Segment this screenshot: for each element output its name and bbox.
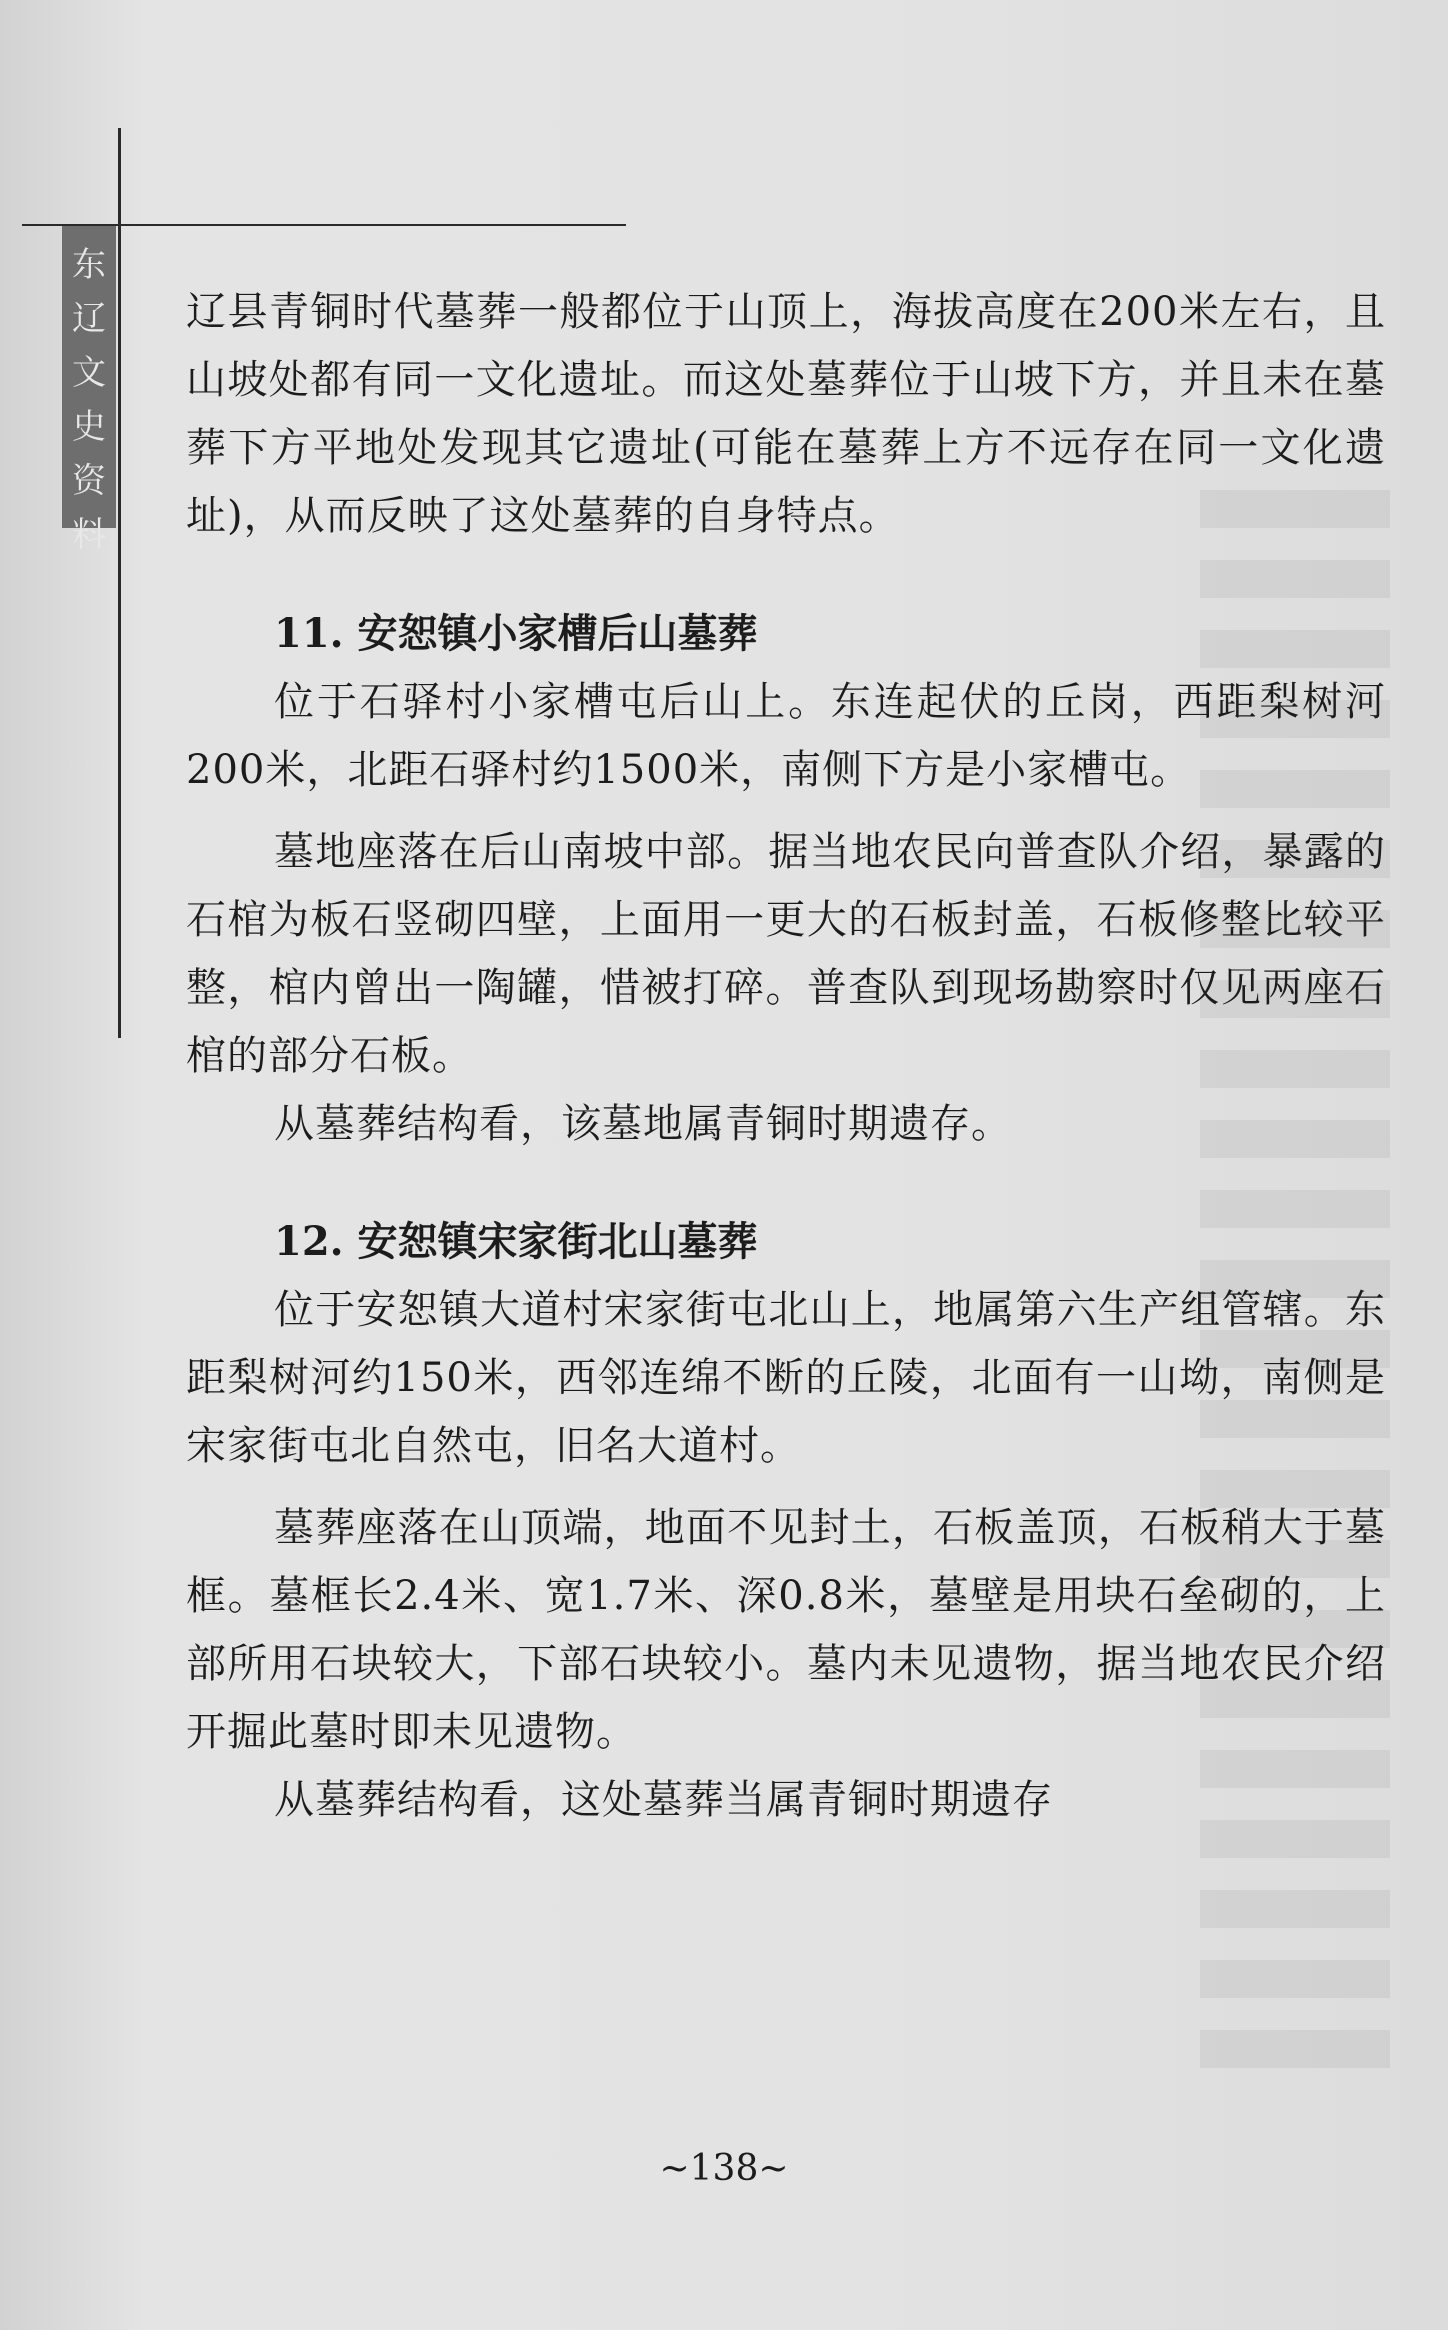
paragraph-description-11: 墓地座落在后山南坡中部。据当地农民向普查队介绍，暴露的石棺为板石竖砌四壁，上面用一更大的石板封盖，石板修整比较平整，棺内曾出一陶罐，惜被打碎。普查队到现场勘察时仅见两座石棺的部分石板。 xyxy=(186,829,1386,1079)
margin-vertical-rule xyxy=(118,128,121,1038)
paragraph-location-12: 位于安恕镇大道村宋家街屯北山上，地属第六生产组管辖。东距梨树河约150米，西邻连绵不断的丘陵，北面有一山坳，南侧是宋家街屯北自然屯，旧名大道村。 xyxy=(186,1287,1386,1469)
series-title-char: 资 xyxy=(72,461,106,501)
paragraph-continuation: 辽县青铜时代墓葬一般都位于山顶上，海拔高度在200米左右，且山坡处都有同一文化遗址。而这处墓葬位于山坡下方，并且未在墓葬下方平地处发现其它遗址(可能在墓葬上方不远存在同一文化遗址)，从而反映了这处墓葬的自身特点。 xyxy=(186,289,1386,539)
section-heading-12: 12. 安恕镇宋家街北山墓葬 xyxy=(274,1218,758,1265)
paragraph-conclusion-11: 从墓葬结构看，该墓地属青铜时期遗存。 xyxy=(274,1101,1012,1147)
series-title-tab xyxy=(62,226,116,555)
body-text xyxy=(186,278,1386,1834)
series-title-char: 史 xyxy=(72,407,106,447)
section-heading-11: 11. 安恕镇小家槽后山墓葬 xyxy=(274,610,758,657)
paragraph-location-11: 位于石驿村小家槽屯后山上。东连起伏的丘岗，西距梨树河200米，北距石驿村约1500米，南侧下方是小家槽屯。 xyxy=(186,679,1386,793)
paragraph-description-12: 墓葬座落在山顶端，地面不见封土，石板盖顶，石板稍大于墓框。墓框长2.4米、宽1.7米、深0.8米，墓壁是用块石垒砌的，上部所用石块较大，下部石块较小。墓内未见遗物，据当地农民介绍开掘此墓时即未见遗物。 xyxy=(186,1505,1386,1755)
paragraph-conclusion-12: 从墓葬结构看，这处墓葬当属青铜时期遗存 xyxy=(274,1777,1053,1823)
series-title-char: 东 xyxy=(72,245,106,285)
page-number: ~138~ xyxy=(659,2148,789,2189)
series-title-char: 料 xyxy=(72,515,106,555)
series-title-char: 辽 xyxy=(72,299,106,339)
series-title-char: 文 xyxy=(72,353,106,393)
